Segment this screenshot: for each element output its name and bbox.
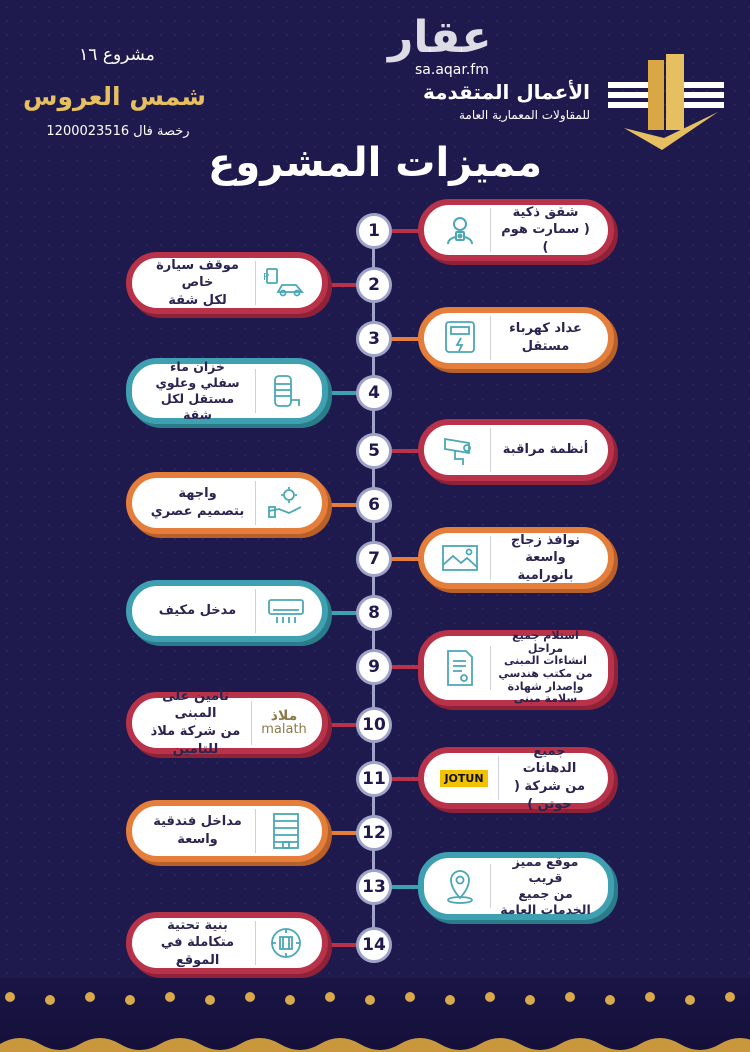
company-subtitle: للمقاولات المعمارية العامة — [458, 108, 590, 122]
feature-card — [126, 580, 328, 642]
feature-text: خزان ماء سفلي وعلوي مستقل لكل شقة — [155, 358, 240, 423]
feature-number: 10 — [356, 707, 392, 743]
feature-number: 5 — [356, 433, 392, 469]
connector — [326, 283, 358, 287]
building-icon — [255, 809, 308, 853]
smart-home-icon — [438, 208, 491, 252]
feature-card — [418, 630, 614, 706]
feature-card — [418, 852, 614, 920]
watermark-title: عقار — [388, 12, 492, 63]
feature-text: استلام جميع مراحل انشاءات المبنى من مكتب هندسي وإصدار شهادة سلامة مبنى — [498, 629, 593, 706]
feature-card — [126, 472, 328, 534]
parking-icon — [255, 261, 308, 305]
feature-card — [418, 307, 614, 369]
jotun-logo-text: JOTUN — [440, 770, 487, 787]
feature-text: بنية تحتية متكاملة في الموقع — [160, 917, 235, 968]
feature-card — [418, 743, 614, 812]
project-name: شمس العروس — [22, 82, 206, 111]
project-label: مشروع ١٦ — [79, 45, 155, 65]
page-title: مميزات المشروع — [208, 140, 542, 186]
malath-logo-latin: malath — [261, 721, 307, 737]
infrastructure-icon — [255, 921, 308, 965]
connector — [326, 943, 358, 947]
feature-number: 6 — [356, 487, 392, 523]
feature-number: 1 — [356, 213, 392, 249]
feature-text: موقع مميز قريب من جميع الخدمات العامة — [500, 853, 591, 918]
feature-number: 7 — [356, 541, 392, 577]
jotun-logo — [438, 756, 499, 800]
feature-number: 13 — [356, 869, 392, 905]
design-icon — [255, 481, 308, 525]
feature-number: 12 — [356, 815, 392, 851]
water-tank-icon — [255, 369, 308, 413]
connector — [326, 831, 358, 835]
feature-number: 3 — [356, 321, 392, 357]
feature-card — [126, 688, 328, 757]
connector — [326, 503, 358, 507]
certificate-icon — [438, 646, 491, 690]
feature-text: شقق ذكية ( سمارت هوم ) — [501, 204, 590, 255]
feature-text: مدخل مكيف — [158, 603, 237, 619]
malath-logo — [251, 701, 308, 745]
watermark-url: sa.aqar.fm — [415, 62, 489, 78]
feature-text: نوافذ زجاج واسعة بانورامية — [510, 532, 581, 583]
connector — [326, 611, 358, 615]
feature-text: أنظمة مراقبة — [502, 442, 589, 458]
svg-text:P: P — [262, 272, 269, 283]
window-icon — [438, 536, 491, 580]
feature-number: 9 — [356, 649, 392, 685]
feature-number: 2 — [356, 267, 392, 303]
feature-card — [126, 252, 328, 314]
feature-text: موقف سيارة خاص لكل شقة — [156, 257, 239, 308]
feature-card — [418, 199, 614, 261]
feature-text: جميع الدهانات من شركة ( جوتن ) — [513, 743, 586, 812]
feature-number: 14 — [356, 927, 392, 963]
feature-card — [126, 358, 328, 424]
gold-wave — [0, 1030, 750, 1052]
company-name: الأعمال المتقدمة — [422, 80, 590, 104]
feature-text: تأمين على المبنى من شركة ملاذ للتامين — [150, 688, 241, 757]
ac-icon — [255, 589, 308, 633]
feature-card — [418, 419, 614, 481]
connector — [326, 391, 358, 395]
feature-card — [126, 912, 328, 974]
feature-card — [418, 527, 614, 589]
meter-icon — [438, 316, 491, 360]
feature-card — [126, 800, 328, 862]
license-number: رخصة فال 1200023516 — [46, 124, 190, 139]
malath-logo-arabic: ملاذ — [270, 707, 298, 724]
feature-text: مداخل فندقية واسعة — [153, 814, 242, 847]
camera-icon — [438, 428, 491, 472]
feature-text: واجهة بتصميم عصري — [150, 486, 245, 519]
location-icon — [438, 864, 491, 908]
feature-number: 11 — [356, 761, 392, 797]
feature-number: 8 — [356, 595, 392, 631]
feature-text: عداد كهرباء مستقل — [509, 321, 582, 354]
feature-number: 4 — [356, 375, 392, 411]
dot-row — [0, 990, 750, 1010]
connector — [326, 723, 358, 727]
